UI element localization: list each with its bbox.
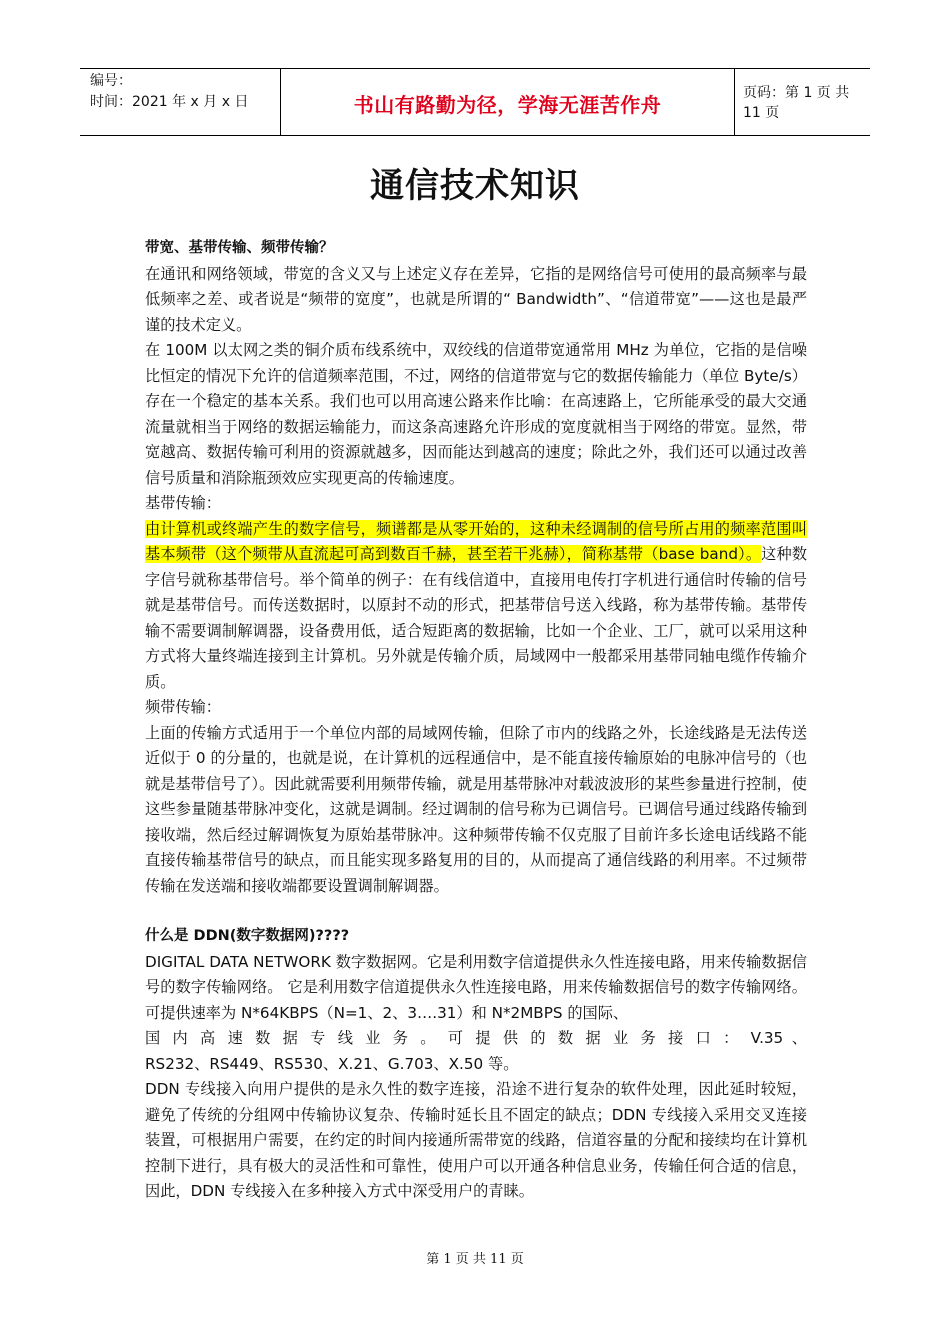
paragraph-baseband [145,517,807,696]
code-label: 编号： [90,73,132,89]
page-header [80,68,870,136]
baseband-label: 基带传输： [145,494,221,512]
header-motto-cell [280,69,735,135]
section-spacer [145,899,807,924]
document-body [145,236,807,1205]
document-title: 通信技术知识 [370,166,580,206]
paragraph-passband: 上面的传输方式适用于一个单位内部的局域网传输，但除了市内的线路之外，长途线路是无法传送近似于 0 的分量的，也就是说，在计算机的远程通信中，是不能直接传输原始的电脉冲信号的（也就是基带信号了）。因此就需要利用频带传输，就是用基带脉冲对载波波形的某些参量进行控制，使这些参量随基带脉冲变化，这就是调制。经过调制的信号称为已调信号。已调信号通过线路传输到接收端，然后经过解调恢复为原始基带脉冲。这种频带传输不仅克服了目前许多长途电话线路不能直接传输基带信号的缺点，而且能实现多路复用的目的，从而提高了通信线路的利用率。不过频带传输在发送端和接收端都要设置调制解调器。 [145,723,807,895]
passband-label: 频带传输： [145,698,221,716]
paragraph-ddn-intro [145,950,807,1027]
highlighted-text: 由计算机或终端产生的数字信号，频谱都是从零开始的，这种未经调制的信号所占用的频率范围叫基本频带（这个频带从直流起可高到数百千赫，甚至若干兆赫），简称基带（base band）。 [145,519,807,563]
ddn-intro-end: RS232、RS449、RS530、X.21、G.703、X.50 等。 [145,1054,519,1073]
section-heading-bandwidth: 带宽、基带传输、频带传输？ [145,240,334,256]
motto-text: 书山有路勤为径，学海无涯苦作舟 [353,92,662,117]
paragraph-bandwidth-definition: 在通讯和网络领域，带宽的含义又与上述定义存在差异，它指的是网络信号可使用的最高频率与最低频率之差、或者说是“频带的宽度”，也就是所谓的“ Bandwidth”、“信道带宽”——这也是最严谨的技术定义。 [145,264,807,334]
header-meta [80,69,280,135]
ddn-intro-spread-line: 国 内 高 速 数 据 专 线 业 务 。 可 提 供 的 数 据 业 务 接 口 ： V.35 、 [145,1029,807,1047]
header-page-cell [735,69,870,135]
page-footer: 第 1 页 共 11 页 [426,1252,524,1267]
paragraph-ddn-access: DDN 专线接入向用户提供的是永久性的数字连接，沿途不进行复杂的软件处理，因此延时较短，避免了传统的分组网中传输协议复杂、传输时延长且不固定的缺点；DDN 专线接入采用交叉连接装置，可根据用户需要，在约定的时间内接通所需带宽的线路，信道容量的分配和接续均在计算机控制下进行，具有极大的灵活性和可靠性，使用户可以开通各种信息业务，传输任何合适的信息，因此，DDN 专线接入在多种接入方式中深受用户的青睐。 [145,1080,807,1200]
paragraph-ethernet-bandwidth: 在 100M 以太网之类的铜介质布线系统中，双绞线的信道带宽通常用 MHz 为单位，它指的是信噪比恒定的情况下允许的信道频率范围，不过，网络的信道带宽与它的数据传输能力（单位 Byte/s）存在一个稳定的基本关系。我们也可以用高速公路来作比喻：在高速路上，它所能承受的最大交通流量就相当于网络的数据运输能力，而这条高速路允许形成的宽度就相当于网络的带宽。显然，带宽越高、数据传输可利用的资源就越多，因而能达到越高的速度；除此之外，我们还可以通过改善信号质量和消除瓶颈效应实现更高的传输速度。 [145,341,807,487]
page-number-label: 页码：第 1 页 共 11 页 [743,85,850,121]
ddn-intro-main: DIGITAL DATA NETWORK 数字数据网。它是利用数字信道提供永久性连接电路，用来传输数据信号的数字传输网络。 它是利用数字信道提供永久性连接电路，用来传输数据信号的数字传输网络。 可提供速率为 N*64KBPS（N=1、2、3….31）和 N*2MBPS 的国际、 [145,952,807,1022]
baseband-text: 这种数字信号就称基带信号。举个简单的例子：在有线信道中，直接用电传打字机进行通信时传输的信号就是基带信号。而传送数据时，以原封不动的形式，把基带信号送入线路，称为基带传输。基带传输不需要调制解调器，设备费用低，适合短距离的数据输，比如一个企业、工厂，就可以采用这种方式将大量终端连接到主计算机。另外就是传输介质，局域网中一般都采用基带同轴电缆作传输介质。 [145,545,808,691]
section-heading-ddn: 什么是 DDN(数字数据网)???? [145,928,350,944]
time-label: 时间：2021 年 x 月 x 日 [90,94,249,110]
